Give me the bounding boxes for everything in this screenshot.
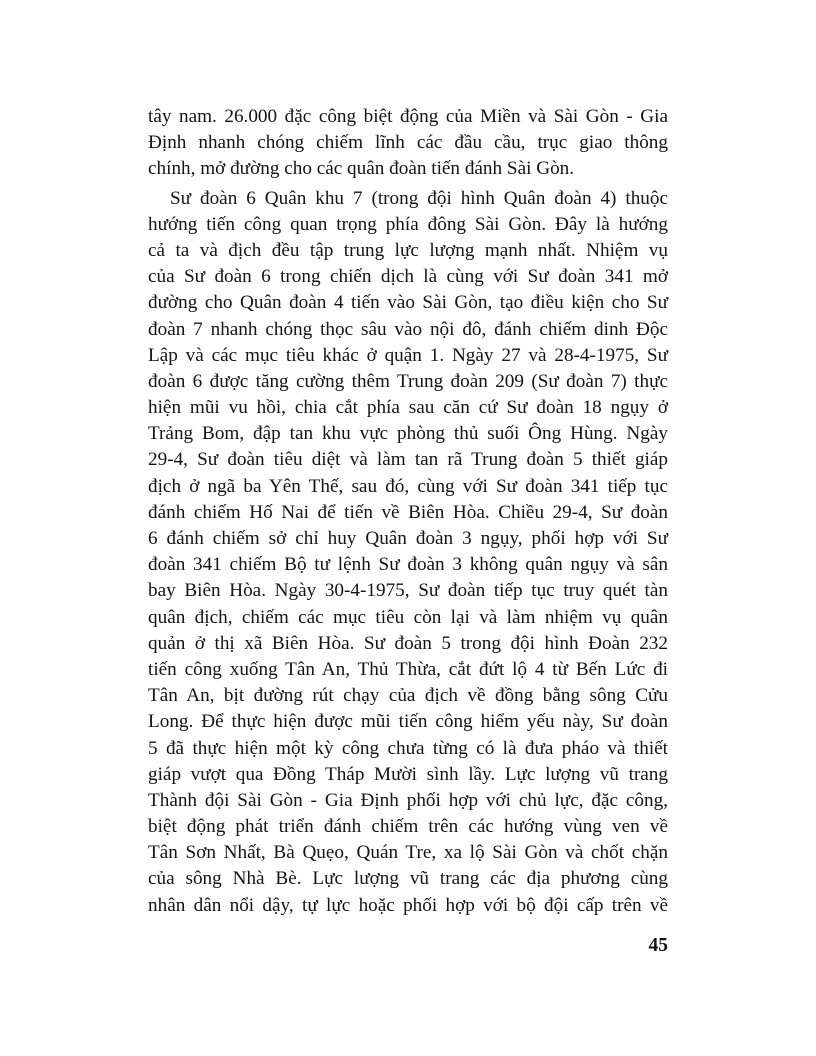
text-line: quản ở thị xã Biên Hòa. Sư đoàn 5 trong đội hình Đoàn 232 bbox=[148, 632, 668, 654]
text-line: đánh chiếm Hố Nai để tiến về Biên Hòa. Chiều 29-4, Sư đoàn bbox=[148, 501, 668, 523]
paragraph-1 bbox=[148, 104, 668, 183]
text-line: Sư đoàn 6 Quân khu 7 (trong đội hình Quân đoàn 4) thuộc bbox=[170, 187, 668, 209]
text-line: Long. Để thực hiện được mũi tiến công hiểm yếu này, Sư đoàn bbox=[148, 711, 668, 733]
text-line: đoàn 341 chiếm Bộ tư lệnh Sư đoàn 3 không quân ngụy và sân bbox=[148, 554, 668, 576]
text-line: 6 đánh chiếm sở chỉ huy Quân đoàn 3 ngụy, phối hợp với Sư bbox=[148, 528, 668, 549]
text-line: của sông Nhà Bè. Lực lượng vũ trang các địa phương cùng bbox=[148, 868, 668, 890]
text-line: đường cho Quân đoàn 4 tiến vào Sài Gòn, tạo điều kiện cho Sư bbox=[148, 292, 668, 314]
text-line: giáp vượt qua Đồng Tháp Mười sình lầy. Lực lượng vũ trang bbox=[148, 763, 668, 785]
text-line: nhân dân nổi dậy, tự lực hoặc phối hợp với bộ đội cấp trên về bbox=[148, 894, 668, 916]
text-line: hiện mũi vu hồi, chia cắt phía sau căn cứ Sư đoàn 18 ngụy ở bbox=[148, 397, 668, 419]
text-line: Thành đội Sài Gòn - Gia Định phối hợp với chủ lực, đặc công, bbox=[148, 789, 668, 811]
text-line: đoàn 7 nhanh chóng thọc sâu vào nội đô, đánh chiếm dinh Độc bbox=[148, 318, 668, 340]
text-line: Định nhanh chóng chiếm lĩnh các đầu cầu, trục giao thông bbox=[148, 132, 668, 154]
text-line: tiến công xuống Tân An, Thủ Thừa, cắt đứt lộ 4 từ Bến Lức đi bbox=[148, 658, 668, 680]
text-line: bay Biên Hòa. Ngày 30-4-1975, Sư đoàn tiếp tục truy quét tàn bbox=[148, 580, 668, 602]
text-line: 29-4, Sư đoàn tiêu diệt và làm tan rã Trung đoàn 5 thiết giáp bbox=[148, 449, 668, 471]
text-line: Tân Sơn Nhất, Bà Quẹo, Quán Tre, xa lộ Sài Gòn và chốt chặn bbox=[148, 842, 668, 864]
text-line: địch ở ngã ba Yên Thế, sau đó, cùng với Sư đoàn 341 tiếp tục bbox=[148, 475, 668, 497]
page-body bbox=[148, 104, 668, 919]
text-line: chính, mở đường cho các quân đoàn tiến đánh Sài Gòn. bbox=[148, 158, 575, 180]
text-line: biệt động phát triển đánh chiếm trên các hướng vùng ven về bbox=[148, 816, 668, 838]
text-line: của Sư đoàn 6 trong chiến dịch là cùng với Sư đoàn 341 mở bbox=[148, 266, 668, 288]
text-line: hướng tiến công quan trọng phía đông Sài Gòn. Đây là hướng bbox=[148, 213, 668, 235]
text-line: Lập và các mục tiêu khác ở quận 1. Ngày 27 và 28-4-1975, Sư bbox=[148, 344, 668, 366]
text-line: cả ta và địch đều tập trung lực lượng mạnh nhất. Nhiệm vụ bbox=[148, 239, 668, 261]
paragraph-2 bbox=[148, 186, 668, 919]
text-line: đoàn 6 được tăng cường thêm Trung đoàn 209 (Sư đoàn 7) thực bbox=[148, 370, 668, 392]
page-number: 45 bbox=[648, 935, 668, 956]
text-line: 5 đã thực hiện một kỳ công chưa từng có là đưa pháo và thiết bbox=[148, 737, 668, 759]
text-line: Trảng Bom, đập tan khu vực phòng thủ suối Ông Hùng. Ngày bbox=[148, 423, 668, 445]
text-line: tây nam. 26.000 đặc công biệt động của Miền và Sài Gòn - Gia bbox=[148, 106, 668, 127]
text-line: quân địch, chiếm các mục tiêu còn lại và làm nhiệm vụ quân bbox=[148, 606, 668, 628]
text-line: Tân An, bịt đường rút chạy của địch về đồng bằng sông Cửu bbox=[148, 685, 668, 707]
